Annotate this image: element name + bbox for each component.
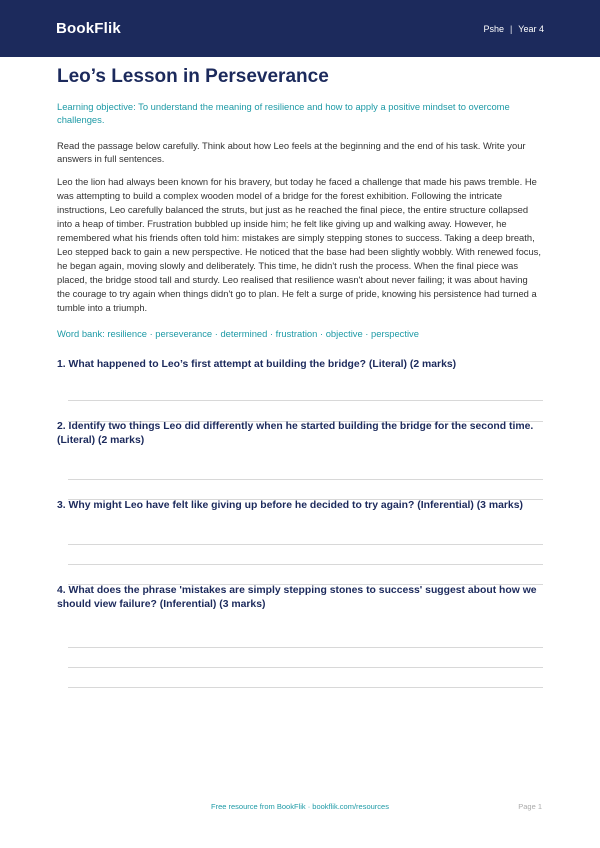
learning-objective: Learning objective: To understand the meaning of resilience and how to apply a positive mindset to overcome challenges. [57, 101, 510, 125]
question-text: 1. What happened to Leo’s first attempt at building the bridge? (Literal) (2 marks) [57, 359, 457, 370]
page-header [0, 0, 600, 57]
question-text: 3. Why might Leo have felt like giving up before he decided to try again? (Inferential) (3 marks) [57, 500, 523, 511]
meta-separator: | [509, 23, 513, 34]
question-text: 2. Identify two things Leo did differently when he started building the bridge for the second time. (Literal) (2 marks) [57, 421, 534, 446]
brand-logo: BookFlik [56, 20, 121, 37]
instructions: Read the passage below carefully. Think about how Leo feels at the beginning and the end of his task. Write your answers in full sentences. [57, 140, 526, 164]
page-number: Page 1 [518, 802, 542, 811]
question-4 [57, 584, 543, 688]
footer-resource-link[interactable]: Free resource from BookFlik · bookflik.com/resources [211, 802, 389, 811]
reading-passage: Leo the lion had always been known for his bravery, but today he faced a challenge that made his paws tremble. He was attempting to build a complex wooden model of a bridge for the forest exhibition. Following the intricate instructions, Leo carefully balanced the struts, but just as he reached the final piece, the entire structure collapsed into a heap of timber. Frustration bubbled up inside him; he felt like giving up and walking away. However, he remembered what his friends often told him: mistakes are simply stepping stones to success. Taking a deep breath, Leo stepped back to gain a new perspective. He noticed that the base had been slightly wobbly. With renewed focus, he began again, moving slowly and deliberately. This time, he didn't rush the process. When the final piece was placed, the bridge stood tall and sturdy. Leo realised that resilience wasn't about never failing; it was about having the courage to try again when things didn't go to plan. He felt a surge of pride, knowing his persistence had turned a tumble into a triumph. [57, 176, 541, 313]
question-text: 4. What does the phrase 'mistakes are simply stepping stones to success' suggest about how we should view failure? (Inferential) (3 marks) [57, 585, 537, 610]
word-bank: Word bank: resilience · perseverance · determined · frustration · objective · perspective [57, 328, 419, 339]
year-label: Year 4 [518, 23, 544, 34]
worksheet-content [57, 66, 543, 688]
answer-line[interactable] [68, 687, 543, 688]
question-2 [57, 420, 543, 500]
subject-label: Pshe [483, 23, 504, 34]
question-3 [57, 499, 543, 585]
page-title: Leo’s Lesson in Perseverance [57, 66, 329, 87]
question-1 [57, 358, 543, 422]
subject-year [483, 24, 544, 34]
page-footer [0, 800, 600, 814]
